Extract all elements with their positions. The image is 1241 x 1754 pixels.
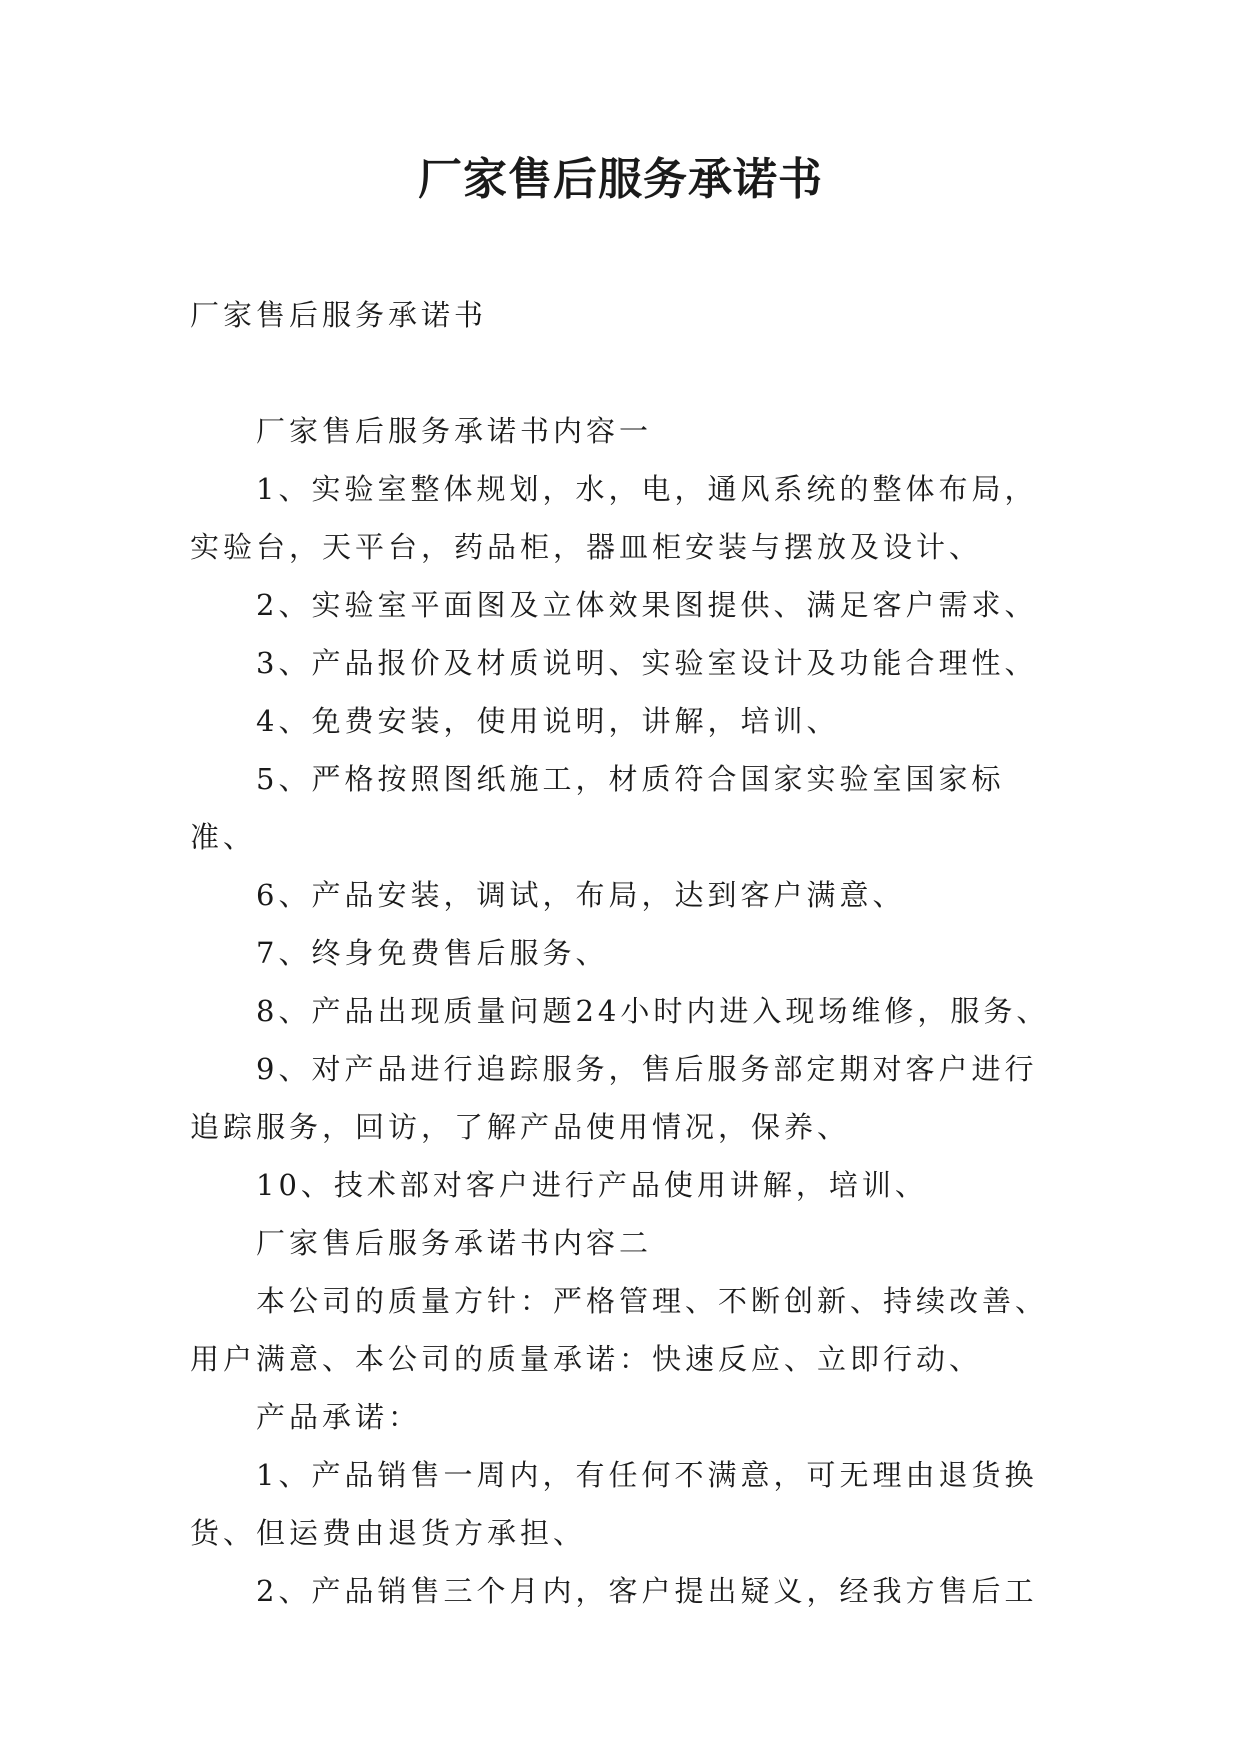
paragraph-item-5: 5、严格按照图纸施工，材质符合国家实验室国家标准、 xyxy=(190,762,1005,854)
paragraph-item-1: 1、实验室整体规划，水，电，通风系统的整体布局，实验台，天平台，药品柜，器皿柜安装与摆放及设计、 xyxy=(190,472,1038,564)
paragraph-item-10: 10、技术部对客户进行产品使用讲解，培训、 xyxy=(256,1168,928,1202)
paragraph-item-2: 2、实验室平面图及立体效果图提供、满足客户需求、 xyxy=(256,588,1038,622)
section-heading-two: 厂家售后服务承诺书内容二 xyxy=(256,1226,653,1260)
paragraph-item-9: 9、对产品进行追踪服务，售后服务部定期对客户进行追踪服务，回访，了解产品使用情况，保养、 xyxy=(190,1052,1038,1144)
product-promise-heading: 产品承诺： xyxy=(256,1400,422,1434)
product-promise-item-1: 1、产品销售一周内，有任何不满意，可无理由退货换货、但运费由退货方承担、 xyxy=(190,1458,1038,1550)
document-subtitle: 厂家售后服务承诺书 xyxy=(190,298,488,332)
paragraph-item-6: 6、产品安装，调试，布局，达到客户满意、 xyxy=(256,878,906,912)
quality-policy-paragraph: 本公司的质量方针：严格管理、不断创新、持续改善、用户满意、本公司的质量承诺：快速反应、立即行动、 xyxy=(190,1284,1049,1376)
paragraph-item-7: 7、终身免费售后服务、 xyxy=(256,936,609,970)
paragraph-item-4: 4、免费安装，使用说明，讲解，培训、 xyxy=(256,704,840,738)
product-promise-item-2: 2、产品销售三个月内，客户提出疑义，经我方售后工 xyxy=(256,1574,1038,1608)
document-body xyxy=(190,286,1070,1620)
paragraph-item-8: 8、产品出现质量问题24小时内进入现场维修，服务、 xyxy=(256,994,1050,1028)
paragraph-item-3: 3、产品报价及材质说明、实验室设计及功能合理性、 xyxy=(256,646,1038,680)
document-title: 厂家售后服务承诺书 xyxy=(418,154,823,205)
section-heading-one: 厂家售后服务承诺书内容一 xyxy=(256,414,653,448)
